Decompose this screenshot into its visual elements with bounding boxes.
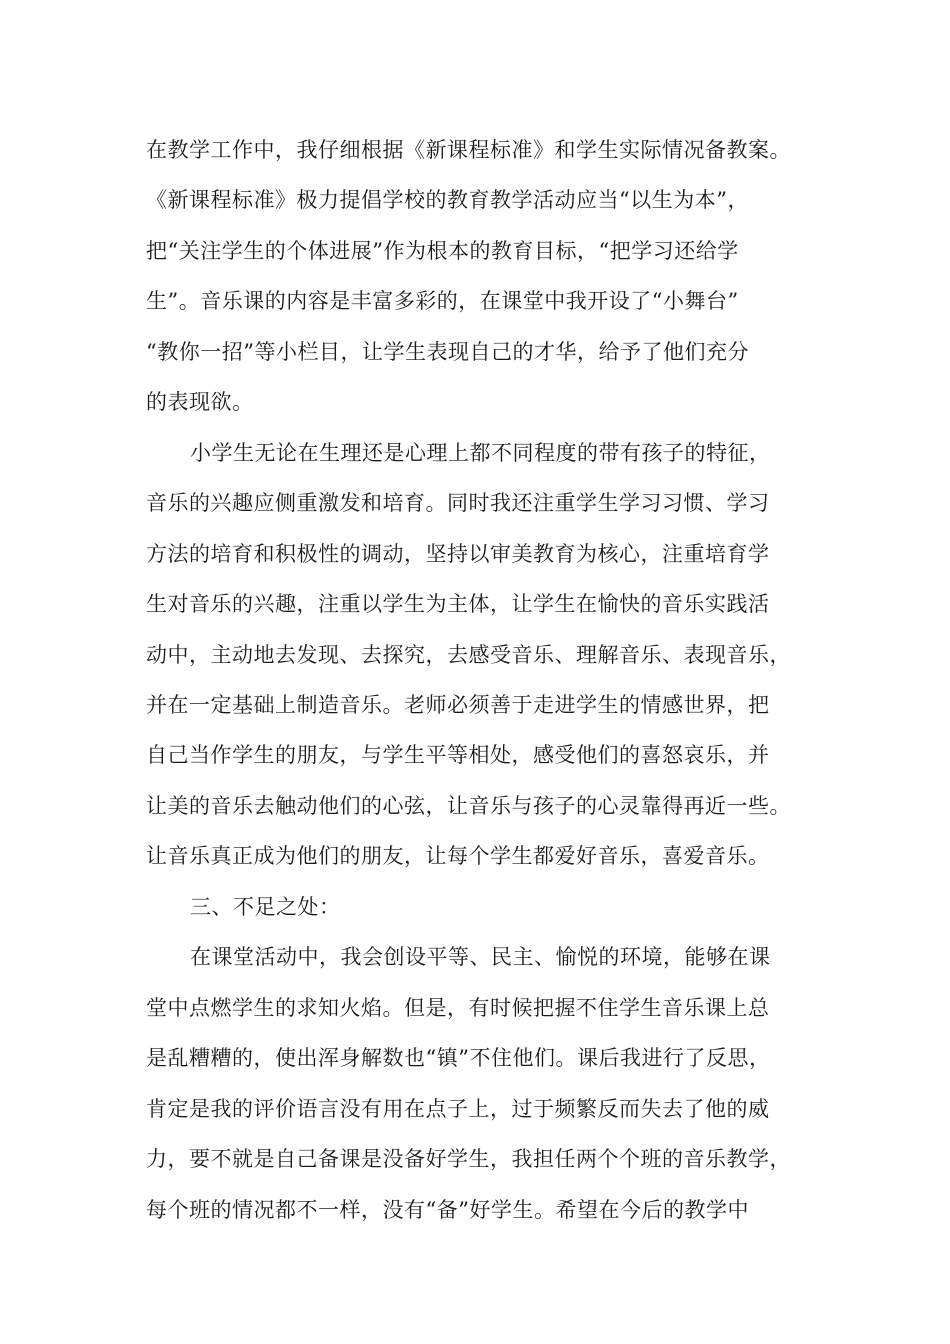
text-line: 生”。音乐课的内容是丰富多彩的，在课堂中我开设了“小舞台” xyxy=(146,289,739,313)
text-line: 《新课程标准》极力提倡学校的教育教学活动应当“以生为本”， xyxy=(146,188,749,212)
text-line: 力，要不就是自己备课是没备好学生，我担任两个个班的音乐教学， xyxy=(146,1147,791,1171)
text-line: 让音乐真正成为他们的朋友，让每个学生都爱好音乐，喜爱音乐。 xyxy=(146,844,770,868)
text-line: 自己当作学生的朋友，与学生平等相处，感受他们的喜怒哀乐，并 xyxy=(146,743,770,767)
text-line: 堂中点燃学生的求知火焰。但是，有时候把握不住学生音乐课上总 xyxy=(146,996,770,1020)
text-line: “教你一招”等小栏目，让学生表现自己的才华，给予了他们充分 xyxy=(146,340,749,364)
paragraph-first-line: 在课堂活动中，我会创设平等、民主、愉悦的环境，能够在课 xyxy=(190,945,771,969)
text-line: 音乐的兴趣应侧重激发和培育。同时我还注重学生学习习惯、学习 xyxy=(146,491,770,515)
text-line: 肯定是我的评价语言没有用在点子上，过于频繁反而失去了他的威 xyxy=(146,1097,770,1121)
text-line: 是乱糟糟的，使出浑身解数也“镇”不住他们。课后我进行了反思， xyxy=(146,1046,771,1070)
text-line: 生对音乐的兴趣，注重以学生为主体，让学生在愉快的音乐实践活 xyxy=(146,592,770,616)
text-line: 并在一定基础上制造音乐。老师必须善于走进学生的情感世界，把 xyxy=(146,693,770,717)
text-line: 在教学工作中，我仔细根据《新课程标准》和学生实际情况备教案。 xyxy=(146,138,791,162)
text-line: 动中，主动地去发现、去探究，去感受音乐、理解音乐、表现音乐， xyxy=(146,643,791,667)
text-line: 的表现欲。 xyxy=(146,390,254,414)
text-line: 每个班的情况都不一样，没有“备”好学生。希望在今后的教学中 xyxy=(146,1198,749,1222)
text-line: 把“关注学生的个体进展”作为根本的教育目标，“把学习还给学 xyxy=(146,239,739,263)
section-heading: 三、不足之处： xyxy=(190,895,341,919)
text-line: 让美的音乐去触动他们的心弦，让音乐与孩子的心灵靠得再近一些。 xyxy=(146,794,791,818)
paragraph-first-line: 小学生无论在生理还是心理上都不同程度的带有孩子的特征， xyxy=(190,441,771,465)
text-line: 方法的培育和积极性的调动，坚持以审美教育为核心，注重培育学 xyxy=(146,542,770,566)
